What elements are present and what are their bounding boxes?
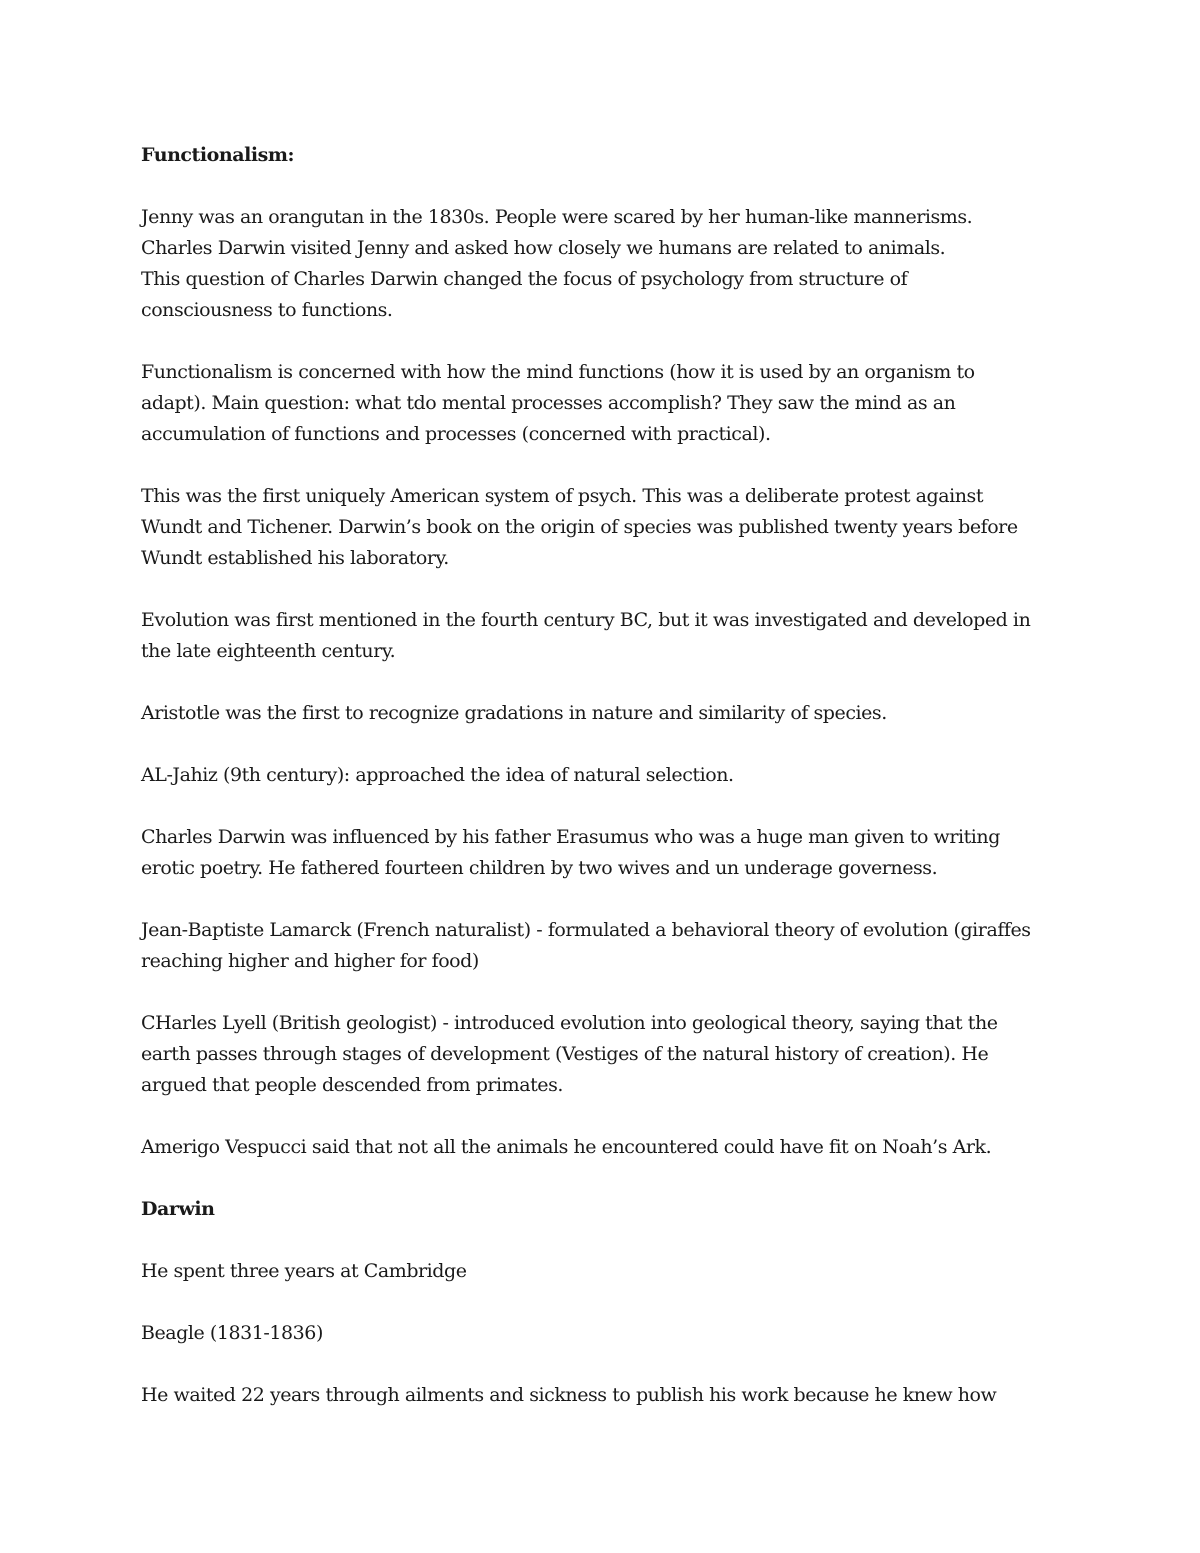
paragraph-gap — [141, 1101, 1071, 1132]
paragraph-cambridge — [141, 1256, 1071, 1287]
paragraph-gap — [141, 884, 1071, 915]
paragraph-waited — [141, 1380, 1071, 1411]
text-line: CHarles Lyell (British geologist) - introduced evolution into geological theory, saying that the — [141, 1012, 998, 1034]
heading-functionalism: Functionalism: — [141, 144, 295, 166]
paragraph-gap — [141, 326, 1071, 357]
paragraph-gap — [141, 791, 1071, 822]
text-line: argued that people descended from primates. — [141, 1074, 563, 1096]
paragraph-darwin-father — [141, 822, 1071, 884]
text-line: adapt). Main question: what tdo mental processes accomplish? They saw the mind as an — [141, 392, 956, 414]
text-line: Beagle (1831-1836) — [141, 1322, 323, 1344]
text-line: He waited 22 years through ailments and sickness to publish his work because he knew how — [141, 1384, 997, 1406]
text-line: Jean-Baptiste Lamarck (French naturalist) - formulated a behavioral theory of evolution (giraffes — [141, 919, 1031, 941]
paragraph-jenny — [141, 202, 1071, 326]
text-line: accumulation of functions and processes (concerned with practical). — [141, 423, 771, 445]
paragraph-gap — [141, 1163, 1071, 1194]
paragraph-gap — [141, 667, 1071, 698]
paragraph-gap — [141, 977, 1071, 1008]
text-line: This was the first uniquely American system of psych. This was a deliberate protest against — [141, 485, 984, 507]
paragraph-gap — [141, 574, 1071, 605]
text-line: consciousness to functions. — [141, 299, 393, 321]
paragraph-lyell — [141, 1008, 1071, 1101]
text-line: Charles Darwin visited Jenny and asked how closely we humans are related to animals. — [141, 237, 946, 259]
text-line: Charles Darwin was influenced by his father Erasumus who was a huge man given to writing — [141, 826, 1000, 848]
text-line: Jenny was an orangutan in the 1830s. People were scared by her human-like mannerisms. — [141, 206, 973, 228]
paragraph-vespucci — [141, 1132, 1071, 1163]
heading-darwin: Darwin — [141, 1198, 215, 1220]
paragraph-evolution — [141, 605, 1071, 667]
document-page — [141, 140, 1071, 1411]
paragraph-gap — [141, 450, 1071, 481]
text-line: Amerigo Vespucci said that not all the animals he encountered could have fit on Noah’s Ark. — [141, 1136, 992, 1158]
text-line: AL-Jahiz (9th century): approached the idea of natural selection. — [141, 764, 734, 786]
text-line: Wundt established his laboratory. — [141, 547, 449, 569]
text-line: reaching higher and higher for food) — [141, 950, 479, 972]
paragraph-gap — [141, 1225, 1071, 1256]
paragraph-gap — [141, 729, 1071, 760]
text-line: Functionalism is concerned with how the mind functions (how it is used by an organism to — [141, 361, 975, 383]
paragraph-lamarck — [141, 915, 1071, 977]
paragraph-aristotle — [141, 698, 1071, 729]
text-line: the late eighteenth century. — [141, 640, 396, 662]
text-line: He spent three years at Cambridge — [141, 1260, 467, 1282]
text-line: erotic poetry. He fathered fourteen children by two wives and un underage governess. — [141, 857, 938, 879]
paragraph-american-system — [141, 481, 1071, 574]
text-line: Evolution was first mentioned in the fourth century BC, but it was investigated and developed in — [141, 609, 1031, 631]
paragraph-functionalism-definition — [141, 357, 1071, 450]
text-line: Wundt and Tichener. Darwin’s book on the origin of species was published twenty years before — [141, 516, 1018, 538]
paragraph-gap — [141, 1287, 1071, 1318]
paragraph-gap — [141, 1349, 1071, 1380]
paragraph-beagle — [141, 1318, 1071, 1349]
paragraph-al-jahiz — [141, 760, 1071, 791]
text-line: earth passes through stages of development (Vestiges of the natural history of creation). He — [141, 1043, 989, 1065]
text-line: This question of Charles Darwin changed the focus of psychology from structure of — [141, 268, 908, 290]
paragraph-gap — [141, 171, 1071, 202]
text-line: Aristotle was the first to recognize gradations in nature and similarity of species. — [141, 702, 887, 724]
